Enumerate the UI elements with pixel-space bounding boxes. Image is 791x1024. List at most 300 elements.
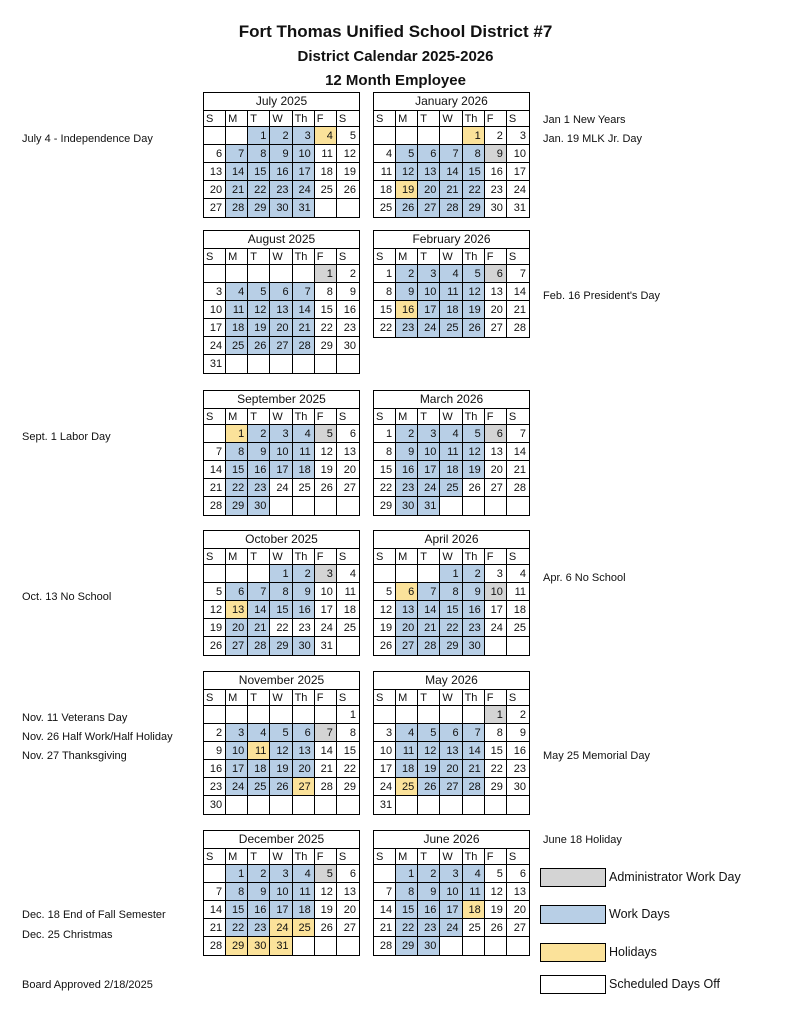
day-cell: 15 (374, 301, 396, 319)
month-grid (374, 249, 529, 337)
day-cell: 8 (396, 883, 418, 901)
day-cell: 3 (270, 425, 292, 443)
day-cell: 28 (204, 937, 226, 955)
day-cell: 12 (463, 443, 485, 461)
day-cell: 26 (485, 919, 507, 937)
day-cell: 15 (485, 742, 507, 760)
day-cell: 17 (440, 901, 462, 919)
day-cell: 12 (315, 443, 337, 461)
month-august-2025 (203, 230, 360, 374)
month-october-2025 (203, 530, 360, 656)
day-cell: 24 (315, 619, 337, 637)
day-cell: 13 (440, 742, 462, 760)
day-cell: 18 (226, 319, 248, 337)
empty-cell (507, 637, 529, 655)
day-cell: 1 (248, 127, 270, 145)
day-cell: 2 (204, 724, 226, 742)
month-grid (374, 409, 529, 515)
empty-cell (463, 796, 485, 814)
note-oct-13: Oct. 13 No School (22, 591, 112, 603)
day-cell: 24 (226, 778, 248, 796)
month-november-2025 (203, 671, 360, 815)
day-cell: 23 (248, 479, 270, 497)
day-cell: 24 (507, 181, 529, 199)
day-cell: 13 (507, 883, 529, 901)
day-cell: 24 (374, 778, 396, 796)
day-cell: 2 (396, 265, 418, 283)
day-cell: 11 (396, 742, 418, 760)
empty-cell (226, 355, 248, 373)
day-cell: 11 (374, 163, 396, 181)
day-cell: 11 (248, 742, 270, 760)
weekday-header: S (374, 849, 396, 865)
day-cell: 26 (315, 919, 337, 937)
day-cell: 5 (463, 265, 485, 283)
day-cell: 13 (485, 283, 507, 301)
weekday-header: W (270, 249, 292, 265)
day-cell: 2 (507, 706, 529, 724)
empty-cell (226, 796, 248, 814)
day-cell: 19 (463, 461, 485, 479)
day-cell: 25 (463, 919, 485, 937)
day-cell: 11 (293, 443, 315, 461)
day-cell: 27 (337, 479, 359, 497)
empty-cell (440, 127, 462, 145)
weekday-header: S (204, 549, 226, 565)
day-cell: 12 (315, 883, 337, 901)
day-cell: 19 (337, 163, 359, 181)
day-cell: 30 (337, 337, 359, 355)
day-cell: 10 (485, 583, 507, 601)
day-cell: 30 (396, 497, 418, 515)
day-cell: 10 (440, 883, 462, 901)
day-cell: 1 (337, 706, 359, 724)
day-cell: 24 (293, 181, 315, 199)
day-cell: 2 (485, 127, 507, 145)
day-cell: 15 (248, 163, 270, 181)
day-cell: 29 (463, 199, 485, 217)
day-cell: 28 (507, 479, 529, 497)
day-cell: 6 (270, 283, 292, 301)
day-cell: 22 (270, 619, 292, 637)
day-cell: 6 (396, 583, 418, 601)
empty-cell (270, 265, 292, 283)
weekday-header: S (337, 549, 359, 565)
day-cell: 8 (226, 443, 248, 461)
day-cell: 10 (507, 145, 529, 163)
legend-work-swatch (540, 905, 606, 924)
day-cell: 30 (293, 637, 315, 655)
weekday-header: W (440, 249, 462, 265)
day-cell: 24 (270, 919, 292, 937)
day-cell: 10 (374, 742, 396, 760)
day-cell: 23 (248, 919, 270, 937)
day-cell: 24 (485, 619, 507, 637)
day-cell: 5 (315, 865, 337, 883)
empty-cell (315, 355, 337, 373)
day-cell: 31 (513, 202, 526, 214)
day-cell: 25 (374, 199, 396, 217)
day-cell: 19 (396, 181, 418, 199)
day-cell: 19 (485, 901, 507, 919)
day-cell: 12 (374, 601, 396, 619)
board-approved-note: Board Approved 2/18/2025 (22, 979, 153, 991)
legend-off-swatch (540, 975, 606, 994)
day-cell: 29 (485, 778, 507, 796)
day-cell: 21 (204, 479, 226, 497)
legend-holiday-label: Holidays (609, 945, 657, 959)
day-cell: 7 (293, 283, 315, 301)
day-cell: 21 (226, 181, 248, 199)
day-cell: 17 (374, 760, 396, 778)
day-cell: 3 (315, 565, 337, 583)
day-cell: 26 (204, 637, 226, 655)
day-cell: 19 (204, 619, 226, 637)
day-cell: 7 (440, 145, 462, 163)
day-cell: 30 (248, 937, 270, 955)
empty-cell (315, 796, 337, 814)
day-cell: 15 (396, 901, 418, 919)
day-cell: 16 (204, 760, 226, 778)
day-cell: 23 (293, 619, 315, 637)
month-header: May 2026 (374, 672, 529, 690)
day-cell: 17 (293, 163, 315, 181)
day-cell: 4 (293, 865, 315, 883)
day-cell: 30 (507, 778, 529, 796)
day-cell: 11 (440, 283, 462, 301)
weekday-header: Th (463, 849, 485, 865)
day-cell: 20 (293, 760, 315, 778)
month-july-2025 (203, 92, 360, 218)
day-cell: 30 (204, 796, 226, 814)
day-cell: 18 (337, 601, 359, 619)
day-cell: 20 (337, 901, 359, 919)
day-cell: 26 (418, 778, 440, 796)
day-cell: 28 (418, 637, 440, 655)
day-cell: 26 (463, 319, 485, 337)
day-cell: 25 (440, 479, 462, 497)
day-cell: 28 (293, 337, 315, 355)
day-cell: 23 (485, 181, 507, 199)
day-cell: 12 (204, 601, 226, 619)
day-cell: 25 (293, 479, 315, 497)
day-cell: 29 (396, 937, 418, 955)
day-cell: 22 (374, 479, 396, 497)
day-cell: 18 (463, 901, 485, 919)
day-cell: 16 (270, 163, 292, 181)
day-cell: 10 (418, 443, 440, 461)
empty-cell (270, 706, 292, 724)
day-cell: 10 (293, 145, 315, 163)
day-cell: 6 (337, 865, 359, 883)
day-cell: 2 (396, 425, 418, 443)
day-cell: 17 (270, 901, 292, 919)
day-cell: 20 (418, 181, 440, 199)
day-cell: 23 (418, 919, 440, 937)
empty-cell (418, 706, 440, 724)
day-cell: 9 (248, 883, 270, 901)
weekday-header: M (396, 409, 418, 425)
day-cell: 9 (248, 443, 270, 461)
day-cell: 25 (440, 319, 462, 337)
weekday-header: W (270, 549, 292, 565)
day-cell: 3 (418, 265, 440, 283)
day-cell: 8 (463, 145, 485, 163)
day-cell: 4 (440, 265, 462, 283)
day-cell: 14 (463, 742, 485, 760)
day-cell: 2 (270, 127, 292, 145)
month-grid (204, 409, 359, 515)
weekday-header: Th (293, 409, 315, 425)
empty-cell (248, 355, 270, 373)
day-cell: 18 (440, 301, 462, 319)
day-cell: 13 (396, 601, 418, 619)
weekday-header: M (226, 409, 248, 425)
day-cell: 18 (293, 901, 315, 919)
day-cell: 26 (463, 479, 485, 497)
day-cell: 8 (374, 283, 396, 301)
empty-cell (463, 706, 485, 724)
day-cell: 23 (396, 479, 418, 497)
day-cell: 31 (204, 355, 226, 373)
day-cell: 17 (485, 601, 507, 619)
day-cell: 6 (418, 145, 440, 163)
day-cell: 25 (337, 619, 359, 637)
weekday-header: W (440, 549, 462, 565)
day-cell: 14 (226, 163, 248, 181)
day-cell: 2 (337, 265, 359, 283)
weekday-header: Th (463, 111, 485, 127)
day-cell: 27 (396, 637, 418, 655)
weekday-header: Th (463, 249, 485, 265)
day-cell: 12 (485, 883, 507, 901)
weekday-header: W (440, 409, 462, 425)
day-cell: 28 (513, 322, 526, 334)
day-cell: 31 (270, 937, 292, 955)
day-cell: 28 (204, 497, 226, 515)
month-header: February 2026 (374, 231, 529, 249)
day-cell: 20 (507, 901, 529, 919)
day-cell: 15 (440, 601, 462, 619)
weekday-header: S (337, 249, 359, 265)
weekday-header: F (485, 409, 507, 425)
weekday-header: S (507, 690, 529, 706)
day-cell: 7 (204, 443, 226, 461)
day-cell: 21 (374, 919, 396, 937)
empty-cell (418, 127, 440, 145)
note-may-25: May 25 Memorial Day (543, 750, 650, 762)
day-cell: 4 (396, 724, 418, 742)
empty-cell (485, 497, 507, 515)
day-cell: 18 (315, 163, 337, 181)
day-cell: 14 (374, 901, 396, 919)
day-cell: 7 (507, 265, 529, 283)
weekday-header: F (315, 690, 337, 706)
day-cell: 7 (315, 724, 337, 742)
day-cell: 22 (396, 919, 418, 937)
weekday-header: T (248, 549, 270, 565)
day-cell: 10 (204, 301, 226, 319)
day-cell: 27 (440, 778, 462, 796)
legend-admin-swatch (540, 868, 606, 887)
empty-cell (485, 637, 507, 655)
month-header: November 2025 (204, 672, 359, 690)
day-cell: 5 (337, 127, 359, 145)
month-header: January 2026 (374, 93, 529, 111)
day-cell: 29 (270, 637, 292, 655)
empty-cell (204, 127, 226, 145)
day-cell: 13 (270, 301, 292, 319)
empty-cell (315, 199, 337, 217)
weekday-header: S (204, 111, 226, 127)
day-cell: 21 (418, 619, 440, 637)
day-cell: 12 (337, 145, 359, 163)
empty-cell (248, 706, 270, 724)
day-cell: 30 (418, 937, 440, 955)
empty-cell (248, 565, 270, 583)
empty-cell (463, 497, 485, 515)
day-cell: 2 (248, 865, 270, 883)
empty-cell (374, 127, 396, 145)
legend-admin-label: Administrator Work Day (609, 870, 741, 884)
day-cell: 22 (248, 181, 270, 199)
day-cell: 17 (226, 760, 248, 778)
day-cell: 7 (226, 145, 248, 163)
weekday-header: S (204, 409, 226, 425)
day-cell: 6 (507, 865, 529, 883)
day-cell: 5 (485, 865, 507, 883)
day-cell: 17 (204, 319, 226, 337)
legend-off-label: Scheduled Days Off (609, 977, 720, 991)
month-header: October 2025 (204, 531, 359, 549)
day-cell: 21 (293, 319, 315, 337)
day-cell: 12 (396, 163, 418, 181)
day-cell: 12 (270, 742, 292, 760)
day-cell: 17 (507, 163, 529, 181)
weekday-header: F (485, 249, 507, 265)
note-sept-1: Sept. 1 Labor Day (22, 431, 111, 443)
month-header: July 2025 (204, 93, 359, 111)
day-cell: 19 (315, 461, 337, 479)
empty-cell (226, 706, 248, 724)
day-cell: 3 (418, 425, 440, 443)
month-december-2025 (203, 830, 360, 956)
day-cell: 16 (485, 163, 507, 181)
day-cell: 3 (485, 565, 507, 583)
empty-cell (396, 706, 418, 724)
day-cell: 4 (440, 425, 462, 443)
empty-cell (440, 796, 462, 814)
empty-cell (204, 565, 226, 583)
note-nov-27: Nov. 27 Thanksgiving (22, 750, 127, 762)
weekday-header: S (204, 249, 226, 265)
weekday-header: W (440, 690, 462, 706)
weekday-header: T (248, 249, 270, 265)
empty-cell (293, 497, 315, 515)
month-grid (374, 849, 529, 955)
month-grid (204, 849, 359, 955)
day-cell: 11 (315, 145, 337, 163)
day-cell: 4 (507, 565, 529, 583)
day-cell: 26 (270, 778, 292, 796)
day-cell: 8 (337, 724, 359, 742)
month-grid (204, 249, 359, 373)
weekday-header: S (204, 849, 226, 865)
day-cell: 15 (374, 461, 396, 479)
day-cell: 25 (315, 181, 337, 199)
empty-cell (315, 706, 337, 724)
day-cell: 4 (293, 425, 315, 443)
day-cell: 19 (418, 760, 440, 778)
month-header: April 2026 (374, 531, 529, 549)
day-cell: 21 (507, 461, 529, 479)
day-cell: 27 (293, 778, 315, 796)
day-cell: 23 (337, 319, 359, 337)
empty-cell (485, 796, 507, 814)
empty-cell (337, 199, 359, 217)
day-cell: 23 (270, 181, 292, 199)
day-cell: 12 (418, 742, 440, 760)
day-cell: 15 (337, 742, 359, 760)
day-cell: 16 (248, 461, 270, 479)
day-cell: 29 (315, 337, 337, 355)
day-cell: 7 (374, 883, 396, 901)
day-cell: 16 (463, 601, 485, 619)
weekday-header: S (374, 111, 396, 127)
empty-cell (293, 355, 315, 373)
day-cell: 27 (337, 919, 359, 937)
month-grid (374, 111, 529, 217)
day-cell: 3 (507, 127, 529, 145)
empty-cell (374, 865, 396, 883)
day-cell: 13 (204, 163, 226, 181)
day-cell: 5 (270, 724, 292, 742)
day-cell: 15 (226, 901, 248, 919)
day-cell: 8 (374, 443, 396, 461)
month-february-2026 (373, 230, 530, 338)
note-dec-25: Dec. 25 Christmas (22, 929, 113, 941)
note-dec-18: Dec. 18 End of Fall Semester (22, 909, 166, 921)
day-cell: 8 (248, 145, 270, 163)
weekday-header: M (396, 111, 418, 127)
weekday-header: Th (293, 849, 315, 865)
empty-cell (204, 265, 226, 283)
day-cell: 14 (440, 163, 462, 181)
weekday-header: T (418, 849, 440, 865)
weekday-header: S (204, 690, 226, 706)
day-cell: 15 (315, 301, 337, 319)
day-cell: 7 (507, 425, 529, 443)
day-cell: 9 (293, 583, 315, 601)
day-cell: 6 (226, 583, 248, 601)
legend-work-label: Work Days (609, 907, 670, 921)
day-cell: 1 (226, 865, 248, 883)
note-apr-6: Apr. 6 No School (543, 572, 626, 584)
weekday-header: M (396, 690, 418, 706)
day-cell: 26 (248, 337, 270, 355)
empty-cell (418, 565, 440, 583)
month-grid (374, 690, 529, 814)
day-cell: 7 (463, 724, 485, 742)
day-cell: 5 (418, 724, 440, 742)
empty-cell (226, 565, 248, 583)
weekday-header: T (418, 409, 440, 425)
month-grid (204, 111, 359, 217)
day-cell: 8 (315, 283, 337, 301)
weekday-header: W (270, 111, 292, 127)
day-cell: 11 (293, 883, 315, 901)
day-cell: 19 (463, 301, 485, 319)
